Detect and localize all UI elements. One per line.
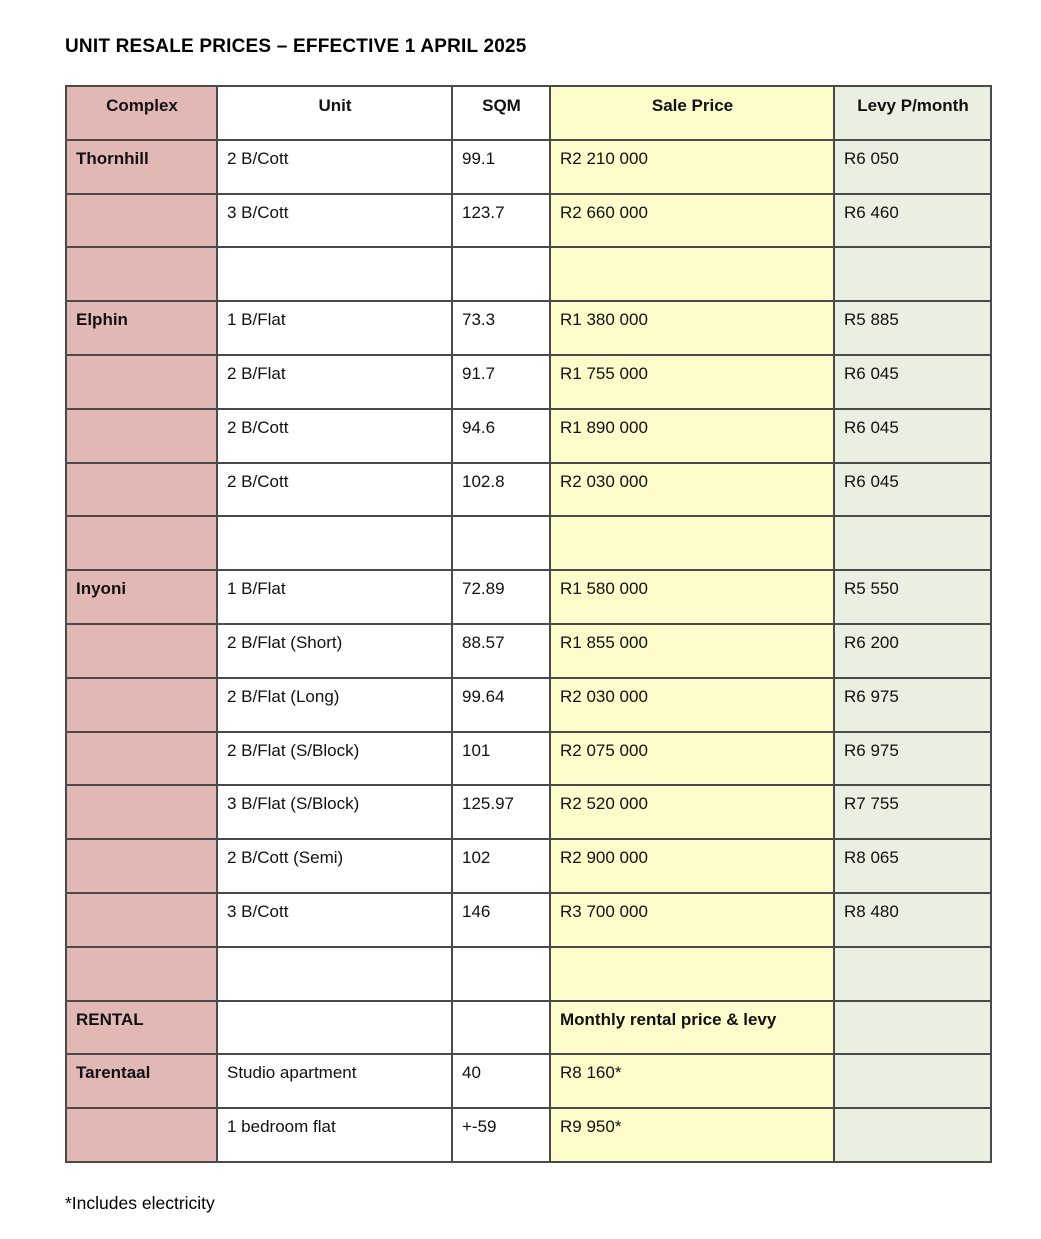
- header-row: [66, 86, 991, 140]
- cell-complex: [66, 624, 217, 678]
- cell-levy: [834, 247, 991, 301]
- cell-levy: R6 975: [834, 678, 991, 732]
- cell-levy: [834, 1108, 991, 1162]
- cell-complex: Elphin: [66, 301, 217, 355]
- cell-complex: Thornhill: [66, 140, 217, 194]
- cell-complex: [66, 463, 217, 517]
- cell-unit: 2 B/Flat (S/Block): [217, 732, 452, 786]
- cell-sqm: [452, 947, 550, 1001]
- spacer-row: [66, 947, 991, 1001]
- cell-complex: Inyoni: [66, 570, 217, 624]
- cell-sqm: 73.3: [452, 301, 550, 355]
- cell-levy: R6 975: [834, 732, 991, 786]
- cell-complex: [66, 516, 217, 570]
- cell-complex: [66, 355, 217, 409]
- cell-levy: [834, 1054, 991, 1108]
- cell-sqm: 88.57: [452, 624, 550, 678]
- cell-unit: 2 B/Flat (Long): [217, 678, 452, 732]
- cell-levy: R6 045: [834, 463, 991, 517]
- cell-unit: [217, 1001, 452, 1055]
- cell-unit: 1 B/Flat: [217, 301, 452, 355]
- cell-sqm: 101: [452, 732, 550, 786]
- cell-complex: [66, 678, 217, 732]
- cell-complex: [66, 732, 217, 786]
- cell-complex: [66, 409, 217, 463]
- cell-sqm: +-59: [452, 1108, 550, 1162]
- cell-unit: 3 B/Cott: [217, 893, 452, 947]
- header-sale: Sale Price: [550, 86, 834, 140]
- cell-complex: Tarentaal: [66, 1054, 217, 1108]
- spacer-row: [66, 516, 991, 570]
- cell-unit: 2 B/Cott: [217, 463, 452, 517]
- cell-sale: R2 030 000: [550, 678, 834, 732]
- table-row: [66, 678, 991, 732]
- cell-levy: R6 050: [834, 140, 991, 194]
- table-row: [66, 732, 991, 786]
- cell-sale: [550, 947, 834, 1001]
- cell-levy: R5 885: [834, 301, 991, 355]
- cell-sale: R9 950*: [550, 1108, 834, 1162]
- cell-levy: [834, 947, 991, 1001]
- table-row: [66, 1054, 991, 1108]
- page-title: UNIT RESALE PRICES – EFFECTIVE 1 APRIL 2025: [65, 36, 527, 57]
- cell-unit: 1 B/Flat: [217, 570, 452, 624]
- cell-sale: [550, 247, 834, 301]
- table-row: [66, 893, 991, 947]
- cell-sale: R2 210 000: [550, 140, 834, 194]
- table-row: [66, 785, 991, 839]
- table-row: [66, 301, 991, 355]
- cell-levy: R6 200: [834, 624, 991, 678]
- cell-unit: Studio apartment: [217, 1054, 452, 1108]
- cell-sqm: 40: [452, 1054, 550, 1108]
- cell-sqm: [452, 1001, 550, 1055]
- spacer-row: [66, 247, 991, 301]
- cell-complex: [66, 785, 217, 839]
- cell-sale: Monthly rental price & levy: [550, 1001, 834, 1055]
- table-row: [66, 624, 991, 678]
- cell-sale: R2 075 000: [550, 732, 834, 786]
- cell-unit: 1 bedroom flat: [217, 1108, 452, 1162]
- cell-levy: R8 065: [834, 839, 991, 893]
- cell-sqm: 94.6: [452, 409, 550, 463]
- cell-levy: R5 550: [834, 570, 991, 624]
- cell-sale: R2 520 000: [550, 785, 834, 839]
- cell-sqm: [452, 247, 550, 301]
- cell-sale: R1 755 000: [550, 355, 834, 409]
- cell-levy: R7 755: [834, 785, 991, 839]
- table-row: [66, 570, 991, 624]
- cell-sale: R1 855 000: [550, 624, 834, 678]
- cell-sqm: 99.64: [452, 678, 550, 732]
- cell-complex: [66, 247, 217, 301]
- cell-unit: 2 B/Flat (Short): [217, 624, 452, 678]
- table-row: [66, 140, 991, 194]
- cell-unit: 2 B/Cott: [217, 140, 452, 194]
- cell-sale: R2 030 000: [550, 463, 834, 517]
- cell-sqm: 91.7: [452, 355, 550, 409]
- header-unit: Unit: [217, 86, 452, 140]
- cell-sqm: 102: [452, 839, 550, 893]
- table-row: [66, 463, 991, 517]
- table-row: [66, 355, 991, 409]
- table-body: [66, 140, 991, 1162]
- cell-sqm: 123.7: [452, 194, 550, 248]
- cell-levy: R6 045: [834, 409, 991, 463]
- cell-sale: [550, 516, 834, 570]
- cell-unit: [217, 247, 452, 301]
- cell-complex: [66, 1108, 217, 1162]
- cell-unit: 3 B/Cott: [217, 194, 452, 248]
- cell-unit: 2 B/Flat: [217, 355, 452, 409]
- cell-sale: R3 700 000: [550, 893, 834, 947]
- cell-sqm: [452, 516, 550, 570]
- header-complex: Complex: [66, 86, 217, 140]
- cell-unit: [217, 947, 452, 1001]
- header-levy: Levy P/month: [834, 86, 991, 140]
- table-row: [66, 194, 991, 248]
- cell-sqm: 146: [452, 893, 550, 947]
- cell-levy: [834, 516, 991, 570]
- header-sqm: SQM: [452, 86, 550, 140]
- cell-sqm: 102.8: [452, 463, 550, 517]
- cell-complex: RENTAL: [66, 1001, 217, 1055]
- cell-sale: R1 890 000: [550, 409, 834, 463]
- cell-sqm: 99.1: [452, 140, 550, 194]
- cell-levy: [834, 1001, 991, 1055]
- cell-complex: [66, 194, 217, 248]
- cell-levy: R8 480: [834, 893, 991, 947]
- cell-sqm: 125.97: [452, 785, 550, 839]
- footnote-includes-electricity: *Includes electricity: [65, 1192, 215, 1213]
- cell-unit: 2 B/Cott (Semi): [217, 839, 452, 893]
- cell-unit: 2 B/Cott: [217, 409, 452, 463]
- table-row: [66, 1108, 991, 1162]
- table-row: [66, 839, 991, 893]
- cell-unit: [217, 516, 452, 570]
- table-row: [66, 409, 991, 463]
- cell-levy: R6 460: [834, 194, 991, 248]
- cell-sale: R1 380 000: [550, 301, 834, 355]
- cell-sqm: 72.89: [452, 570, 550, 624]
- table-row: [66, 1001, 991, 1055]
- unit-resale-prices-table: [65, 85, 992, 1163]
- cell-complex: [66, 947, 217, 1001]
- cell-sale: R2 660 000: [550, 194, 834, 248]
- cell-sale: R1 580 000: [550, 570, 834, 624]
- cell-sale: R8 160*: [550, 1054, 834, 1108]
- cell-levy: R6 045: [834, 355, 991, 409]
- cell-unit: 3 B/Flat (S/Block): [217, 785, 452, 839]
- cell-sale: R2 900 000: [550, 839, 834, 893]
- cell-complex: [66, 839, 217, 893]
- cell-complex: [66, 893, 217, 947]
